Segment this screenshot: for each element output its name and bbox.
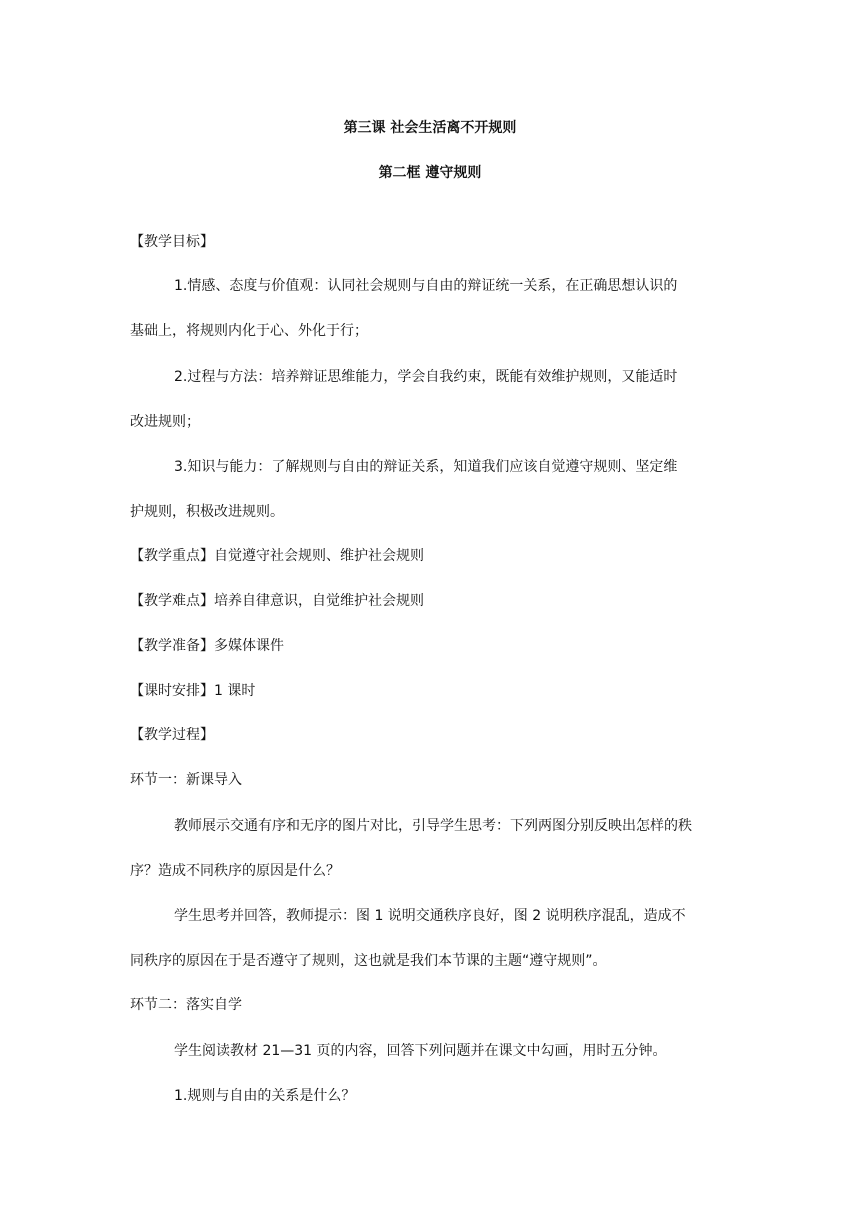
step-2-paragraph: 学生阅读教材 21—31 页的内容，回答下列问题并在课文中勾画，用时五分钟。 [174, 1043, 667, 1059]
step-1-paragraph-2-line-1: 学生思考并回答，教师提示：图 1 说明交通秩序良好，图 2 说明秩序混乱，造成不 [174, 908, 686, 924]
key-points: 【教学重点】自觉遵守社会规则、维护社会规则 [130, 548, 424, 564]
difficult-points: 【教学难点】培养自律意识，自觉维护社会规则 [130, 593, 424, 609]
step-2-heading: 环节二：落实自学 [130, 997, 242, 1013]
objective-3-line-1: 3.知识与能力：了解规则与自由的辩证关系，知道我们应该自觉遵守规则、坚定维 [174, 459, 678, 475]
schedule: 【课时安排】1 课时 [130, 683, 256, 699]
preparation: 【教学准备】多媒体课件 [130, 638, 284, 654]
objective-2-line-2: 改进规则； [130, 414, 200, 430]
step-1-paragraph-2-line-2: 同秩序的原因在于是否遵守了规则，这也就是我们本节课的主题“遵守规则”。 [130, 953, 607, 969]
step-1-paragraph-1-line-2: 序？造成不同秩序的原因是什么？ [130, 863, 340, 879]
section-heading-objectives: 【教学目标】 [130, 234, 214, 250]
objective-3-line-2: 护规则，积极改进规则。 [130, 504, 284, 520]
objective-2-line-1: 2.过程与方法：培养辩证思维能力，学会自我约束，既能有效维护规则，又能适时 [174, 369, 678, 385]
question-1: 1.规则与自由的关系是什么？ [174, 1088, 356, 1104]
page-title: 第三课 社会生活离不开规则 [343, 120, 517, 136]
step-1-heading: 环节一：新课导入 [130, 772, 242, 788]
objective-1-line-1: 1.情感、态度与价值观：认同社会规则与自由的辩证统一关系，在正确思想认识的 [174, 278, 678, 294]
step-1-paragraph-1-line-1: 教师展示交通有序和无序的图片对比，引导学生思考：下列两图分别反映出怎样的秩 [174, 818, 692, 834]
objective-1-line-2: 基础上，将规则内化于心、外化于行； [130, 323, 368, 339]
section-heading-process: 【教学过程】 [130, 727, 214, 743]
page-subtitle: 第二框 遵守规则 [378, 165, 482, 181]
